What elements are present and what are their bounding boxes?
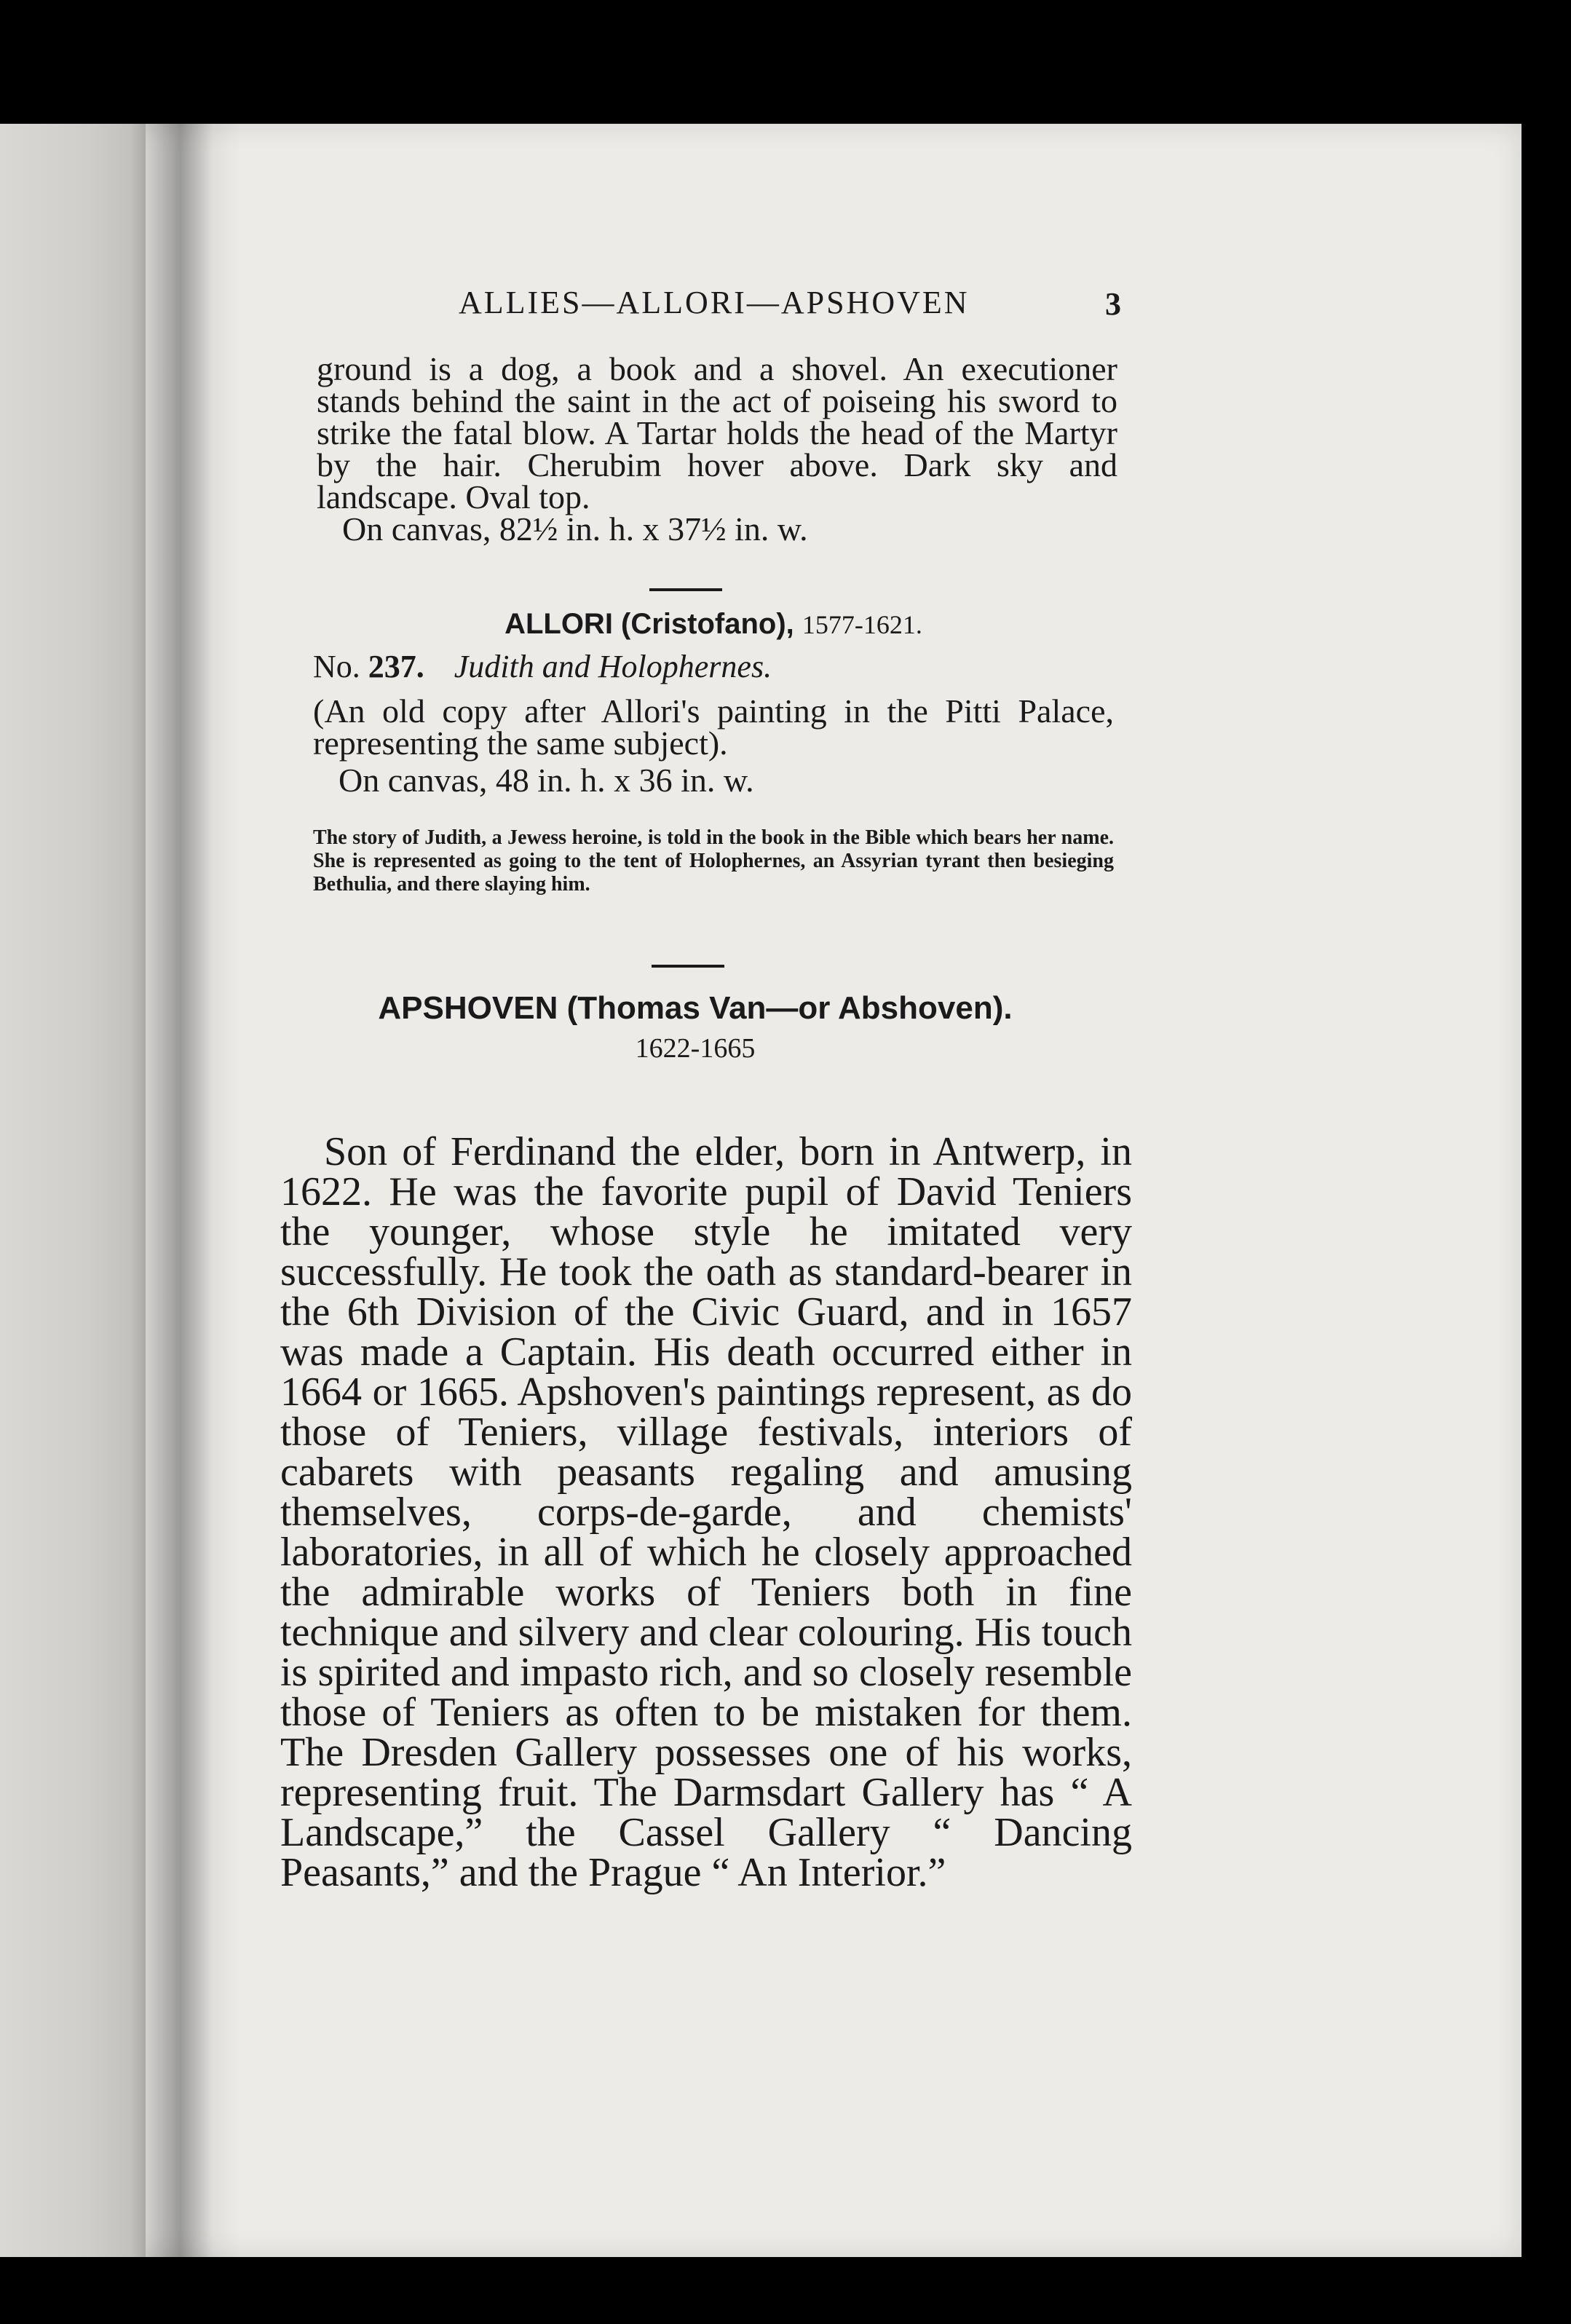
apshoven-heading: APSHOVEN (Thomas Van—or Abshoven). [378,990,1013,1026]
running-head: ALLIES—ALLORI—APSHOVEN [459,285,970,320]
entry-prefix: No. [313,649,360,684]
page-number: 3 [1105,286,1121,322]
section-divider [652,965,724,968]
page-edge [0,124,146,2257]
apshoven-biography-text: Son of Ferdinand the elder, born in Antwerp, in 1622. He was the favorite pupil of David Teniers the younger, whose style he imitated very successfully. He took the oath as standard-bearer in the 6th Division of the Civic Guard, and in 1657 was made a Captain. His death occurred either in 1664 or 1665. Apshoven's paintings represent, as do those of Teniers, village festivals, interiors of cabarets with peasants regaling and amusing themselves, corps-de-garde, and chemists' laboratories, in all of which he closely approached the admirable works of Teniers both in fine technique and silvery and clear colouring. His touch is spirited and impasto rich, and so closely resemble those of Teniers as often to be mistaken for them. The Dresden Gallery possesses one of his works, representing fruit. The Darmsdart Gallery has “ A Landscape,” the Cassel Gallery “ Dancing Peasants,” and the Prague “ An Interior.” [280,1129,1132,1895]
allori-note: The story of Judith, a Jewess heroine, is told in the book in the Bible which bears her name. She is represented as going to the tent of Holophernes, an Assyrian tyrant then besieging Bethulia, and there slaying him. [313,826,1114,896]
apshoven-dates: 1622-1665 [635,1033,756,1064]
allies-continued-text: ground is a dog, a book and a shovel. An executioner stands behind the saint in the act of poiseing his sword to strike the fatal blow. A Tartar holds the head of the Martyr by the hair. Cherubim hover above. Dark sky and landscape. Oval top. [317,350,1117,515]
section-divider [649,588,722,591]
entry-number: 237. [368,649,424,684]
allori-name: ALLORI (Cristofano), [504,608,794,640]
allori-description: (An old copy after Allori's painting in the Pitti Palace, representing the same subject). [313,692,1114,762]
allori-dates: 1577-1621. [802,610,922,639]
allori-heading [466,608,961,641]
allies-measurements: On canvas, 82½ in. h. x 37½ in. w. [342,510,808,548]
gutter-shadow [131,124,240,2257]
apshoven-biography [280,1092,1132,1893]
page-header [459,284,1121,328]
entry-title: Judith and Holophernes. [454,649,772,684]
catalogue-entry [313,648,1114,685]
allori-measurements: On canvas, 48 in. h. x 36 in. w. [339,762,754,799]
